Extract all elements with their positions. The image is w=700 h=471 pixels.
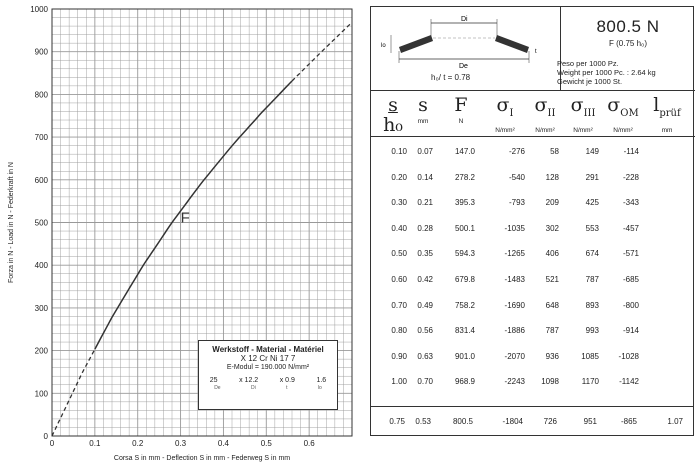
weight-line-it: Peso per 1000 Pz. [557, 59, 619, 68]
y-tick-label: 900 [34, 47, 48, 57]
header-cell [603, 95, 643, 134]
table-cell: 209 [545, 198, 559, 208]
y-axis-label: Forza in N - Load in N - Federkraft in N [8, 162, 15, 283]
header-symbol-sub: prüf [659, 107, 681, 119]
t-label: t [535, 49, 537, 55]
summary-cell: -865 [620, 417, 637, 426]
table-cell: 0.80 [391, 326, 407, 336]
header-symbol-sub: I [509, 107, 514, 119]
header-cell [563, 95, 603, 134]
x-axis-label: Corsa S in mm - Deflection S in mm - Federweg S in mm [113, 455, 291, 462]
table-cell: 0.56 [417, 326, 433, 336]
table-cell: 0.60 [391, 275, 407, 284]
header-unit: mm [417, 118, 429, 125]
table-cell: 787 [585, 275, 599, 284]
table-cell: 0.50 [391, 249, 407, 259]
table-cell: 521 [545, 275, 559, 284]
dim-label-di: Di [250, 385, 256, 391]
y-tick-label: 500 [34, 218, 48, 228]
dim-label-t: t [286, 385, 288, 391]
y-tick-label: 800 [34, 90, 48, 100]
weights-block [557, 59, 697, 86]
summary-cell: 1.07 [667, 417, 683, 426]
summary-cell: 726 [543, 417, 557, 426]
table-cell: -2070 [504, 351, 525, 361]
table-cell: 893 [585, 300, 599, 310]
header-symbol [527, 95, 563, 124]
force-box [557, 7, 695, 91]
table-cell: 0.90 [391, 351, 407, 361]
header-symbol-base: s [388, 94, 398, 116]
material-dims [199, 376, 337, 385]
header-cell [409, 95, 437, 125]
table-cell: -800 [622, 300, 639, 310]
header-cell [647, 95, 687, 134]
table-cell: -1483 [504, 275, 525, 284]
header-symbol-base: s [418, 94, 428, 116]
material-box [198, 340, 338, 410]
table-cell: 674 [585, 249, 599, 259]
header-cell [527, 95, 563, 134]
table-cell: 968.9 [454, 377, 475, 387]
table-row [371, 375, 695, 391]
y-tick-label: 1000 [30, 5, 48, 14]
table-cell: -276 [508, 147, 525, 156]
header-symbol-base: l [653, 94, 660, 116]
ratio-label: h₀/ t = 0.78 [431, 73, 471, 82]
y-tick-label: 700 [34, 133, 48, 143]
force-note: F (0.75 h₀) [609, 39, 647, 48]
x-tick-label: 0.3 [175, 439, 187, 448]
table-cell: 553 [585, 223, 599, 233]
header-cell [375, 95, 411, 135]
header-symbol-base: σ [534, 94, 548, 116]
x-tick-label: 0 [49, 439, 55, 448]
x-tick-label: 0.4 [217, 439, 229, 448]
table-cell: 128 [545, 172, 559, 182]
header-symbol [409, 95, 437, 115]
x-tick-label: 0.1 [89, 439, 101, 448]
table-cell: -914 [622, 326, 639, 336]
table-cell: -1690 [504, 300, 525, 310]
table-cell: 1170 [581, 377, 599, 387]
y-tick-label: 100 [34, 389, 48, 399]
table-cell: 787 [545, 326, 559, 336]
summary-row [370, 406, 694, 436]
table-cell: 0.42 [417, 275, 433, 284]
summary-cell: 951 [583, 417, 597, 426]
table-cell: -540 [508, 172, 525, 182]
table-cell: -457 [622, 223, 639, 233]
table-cell: 594.3 [454, 249, 475, 259]
weight-line-de: Gewicht je 1000 St. [557, 77, 623, 86]
table-cell: 0.21 [417, 198, 433, 208]
dim-di: x 12.2 [239, 377, 259, 384]
curve-label: F [180, 209, 190, 227]
table-cell: -2243 [504, 377, 525, 387]
table-cell: 0.30 [391, 198, 407, 208]
force-value: 800.5 N [596, 17, 660, 36]
dim-label-de: De [214, 385, 221, 391]
header-symbol [375, 95, 411, 135]
summary-cell: 0.53 [415, 417, 431, 426]
disc-left-section [399, 35, 433, 53]
table-cell: 0.40 [391, 223, 407, 233]
table-cell: 679.8 [454, 275, 475, 284]
table-cell: 648 [545, 300, 559, 310]
spring-diagram [371, 7, 561, 91]
header-unit: N/mm² [535, 126, 555, 134]
table-cell: 149 [585, 147, 599, 156]
table-cell: 278.2 [454, 172, 475, 182]
header-symbol-base: F [454, 94, 468, 116]
y-tick-label: 0 [43, 432, 48, 441]
header-symbol-sub: II [547, 107, 556, 119]
header-symbol-base: σ [496, 94, 510, 116]
table-cell: -1265 [504, 249, 525, 259]
x-tick-label: 0.5 [260, 439, 272, 448]
table-cell: -685 [622, 275, 639, 284]
de-label: De [459, 63, 468, 70]
table-cell: -793 [508, 198, 525, 208]
table-cell: 291 [585, 172, 599, 182]
table-cell: 1.00 [391, 377, 407, 387]
header-fraction: h₀ [383, 114, 403, 136]
summary-cell: 0.75 [389, 417, 405, 426]
header-cell [443, 95, 479, 125]
header-symbol-sub: OM [620, 107, 639, 119]
y-tick-label: 400 [34, 261, 48, 271]
table-cell: 425 [585, 198, 599, 208]
table-cell: 0.49 [417, 300, 433, 310]
table-cell: 0.35 [417, 249, 433, 259]
header-symbol [647, 95, 687, 124]
header-symbol-base: σ [570, 94, 584, 116]
table-row [371, 273, 695, 289]
header-symbol-sub: III [583, 107, 596, 119]
weight-line-en: Weight per 1000 Pc. : 2.64 kg [557, 68, 656, 77]
material-header: Werkstoff - Material - Matériel [212, 345, 324, 354]
curve-dashed-start [52, 349, 95, 436]
table-row [371, 171, 695, 187]
header-unit: N/mm² [495, 126, 515, 134]
table-cell: 936 [545, 351, 559, 361]
lo-label: lo [381, 43, 386, 49]
table-header [371, 91, 695, 137]
table-cell: 147.0 [454, 147, 475, 156]
material-modulus: E-Modul = 190.000 N/mm² [226, 364, 310, 371]
table-cell: 1085 [581, 351, 599, 361]
table-cell: -1886 [504, 326, 525, 336]
table-cell: 302 [545, 223, 559, 233]
summary-cell: 800.5 [452, 417, 473, 426]
table-cell: 395.3 [454, 198, 475, 208]
table-cell: 0.63 [417, 351, 433, 361]
x-tick-label: 0.2 [132, 439, 144, 448]
table-cell: 0.28 [417, 223, 433, 233]
table-cell: -228 [622, 172, 639, 182]
y-tick-label: 300 [34, 303, 48, 313]
table-row [371, 324, 695, 340]
header-unit: N [458, 118, 464, 125]
header-symbol [603, 95, 643, 124]
table-row [371, 299, 695, 315]
header-unit: N/mm² [573, 126, 593, 134]
table-cell: 758.2 [454, 300, 475, 310]
table-cell: 0.07 [417, 147, 433, 156]
table-row [371, 145, 695, 161]
table-cell: 1098 [541, 377, 559, 387]
spec-panel [370, 6, 694, 436]
table-row [371, 222, 695, 238]
table-cell: 901.0 [454, 351, 475, 361]
table-cell: 993 [585, 326, 599, 336]
header-symbol [443, 95, 479, 115]
disc-spring-drawing [371, 7, 559, 71]
table-cell: 500.1 [454, 223, 475, 233]
table-cell: 0.70 [391, 300, 407, 310]
table-cell: -1028 [618, 351, 639, 361]
dim-label-lo: lo [317, 385, 322, 391]
table-row [371, 350, 695, 366]
header-unit: mm [661, 126, 673, 134]
table-cell: 0.10 [391, 147, 407, 156]
table-cell: -1035 [504, 223, 525, 233]
header-unit: N/mm² [613, 126, 633, 134]
table-cell: 406 [545, 249, 559, 259]
table-cell: 831.4 [454, 326, 475, 336]
header-symbol-base: σ [607, 94, 621, 116]
table-cell: -343 [622, 198, 639, 208]
table-row [371, 247, 695, 263]
table-row [371, 196, 695, 212]
summary-cell: -1804 [502, 417, 523, 426]
table-cell: -1142 [619, 377, 639, 387]
table-cell: 0.70 [417, 377, 433, 387]
dim-t: x 0.9 [279, 377, 295, 384]
curve-solid [95, 81, 292, 349]
x-tick-label: 0.6 [303, 439, 315, 448]
table-cell: 0.20 [391, 172, 407, 182]
y-tick-label: 600 [34, 175, 48, 185]
header-symbol [483, 95, 527, 124]
di-label: Di [461, 16, 468, 23]
dim-lo: 1.6 [316, 377, 327, 384]
material-name: X 12 Cr Ni 17 7 [240, 354, 296, 363]
table-cell: -571 [622, 249, 639, 259]
y-tick-label: 200 [34, 346, 48, 356]
dim-de: 25 [209, 377, 218, 384]
header-cell [483, 95, 527, 134]
header-symbol [563, 95, 603, 124]
table-cell: 0.14 [417, 172, 433, 182]
disc-right-section [495, 35, 529, 53]
table-cell: -114 [623, 147, 639, 156]
table-cell: 58 [550, 147, 559, 156]
material-dim-labels [199, 385, 337, 391]
